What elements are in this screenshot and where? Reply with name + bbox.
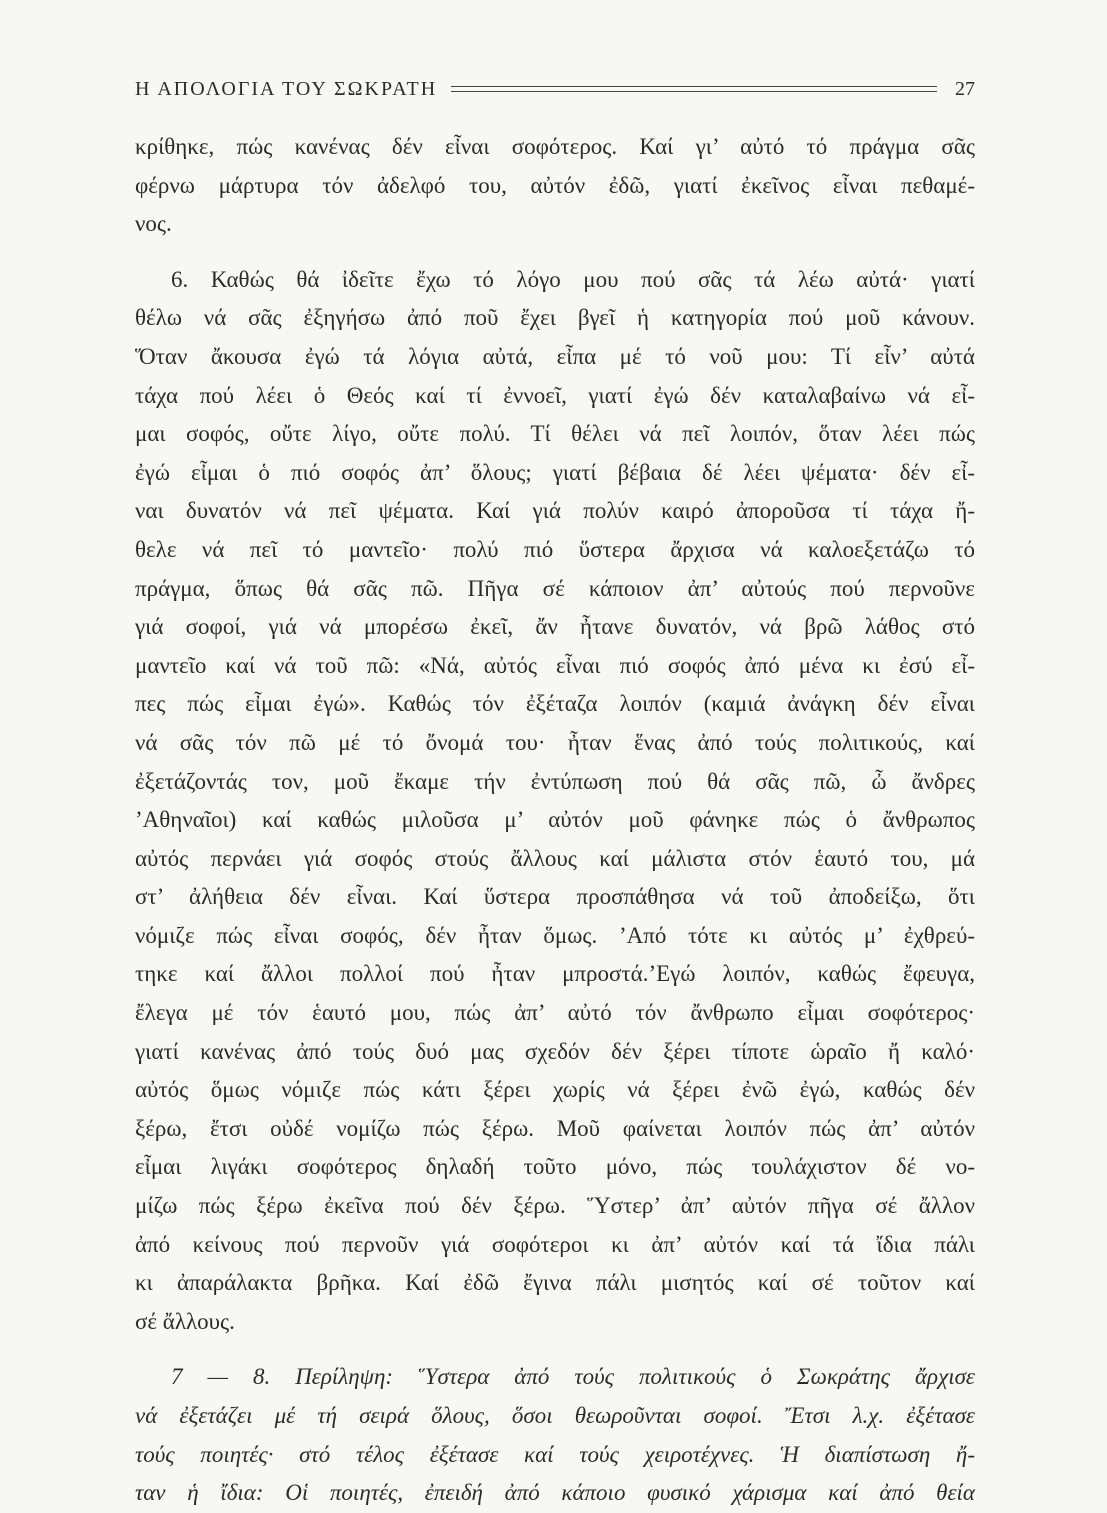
text-line: πράγμα, ὅπως θά σᾶς πῶ. Πῆγα σέ κάποιον ἀπ’ αὐτούς πού περνοῦνε — [135, 575, 975, 601]
text-line: γιά σοφοί, γιά νά μπορέσω ἐκεῖ, ἄν ἦτανε δυνατόν, νά βρῶ λάθος στό — [135, 614, 975, 640]
text-line: θέλω νά σᾶς ἐξηγήσω ἀπό ποῦ ἔχει βγεῖ ἡ κατηγορία πού μοῦ κάνουν. — [135, 305, 975, 331]
text-line: τάχα πού λέει ὁ Θεός καί τί ἐννοεῖ, γιατί ἐγώ δέν καταλαβαίνω νά εἶ- — [135, 382, 975, 408]
text-line: ξέρω, ἔτσι οὐδέ νομίζω πώς ξέρω. Μοῦ φαίνεται λοιπόν πώς ἀπ’ αὐτόν — [135, 1115, 975, 1141]
text-line: στ’ ἀλήθεια δέν εἶναι. Καί ὕστερα προσπάθησα νά τοῦ ἀποδείξω, ὅτι — [135, 884, 975, 910]
text-line: εἶμαι λιγάκι σοφότερος δηλαδή τοῦτο μόνο, πώς τουλάχιστον δέ νο- — [135, 1154, 975, 1180]
text-line: θελε νά πεῖ τό μαντεῖο· πολύ πιό ὕστερα ἄρχισα νά καλοεξετάζω τό — [135, 536, 975, 562]
summary-line: ταν ἡ ἴδια: Οἱ ποιητές, ἐπειδή ἀπό κάποιο φυσικό χάρισμα καί ἀπό θεία — [135, 1480, 975, 1506]
text-line: ἐγώ εἶμαι ὁ πιό σοφός ἀπ’ ὅλους; γιατί βέβαια δέ λέει ψέματα· δέν εἶ- — [135, 459, 975, 485]
summary-line: 7 — 8. Περίληψη: Ὕστερα ἀπό τούς πολιτικούς ὁ Σωκράτης ἄρχισε — [171, 1364, 975, 1390]
page-header — [135, 74, 975, 104]
paragraph-gap — [135, 244, 975, 261]
page-number: 27 — [955, 77, 975, 100]
running-title: Η ΑΠΟΛΟΓΙΑ ΤΟΥ ΣΩΚΡΑΤΗ — [135, 77, 438, 100]
paragraph-2 — [135, 261, 975, 1342]
text-line: νά σᾶς τόν πῶ μέ τό ὄνομά του· ἦταν ἕνας ἀπό τούς πολιτικούς, καί — [135, 729, 975, 755]
text-line: αὐτός ὅμως νόμιζε πώς κάτι ξέρει χωρίς νά ξέρει ἐνῶ ἐγώ, καθώς δέν — [135, 1077, 975, 1103]
text-line: ἐξετάζοντάς τον, μοῦ ἔκαμε τήν ἐντύπωση πού θά σᾶς πῶ, ὦ ἄνδρες — [135, 768, 975, 794]
text-line: ἔλεγα μέ τόν ἑαυτό μου, πώς ἀπ’ αὐτό τόν ἄνθρωπο εἶμαι σοφότερος· — [135, 1000, 975, 1026]
text-line: ναι δυνατόν νά πεῖ ψέματα. Καί γιά πολύν καιρό ἀποροῦσα τί τάχα ἤ- — [135, 498, 975, 524]
text-line: νόμιζε πώς εἶναι σοφός, δέν ἦταν ὅμως. ’Από τότε κι αὐτός μ’ ἐχθρεύ- — [135, 922, 975, 948]
text-line: νος. — [135, 211, 172, 237]
text-line: γιατί κανένας ἀπό τούς δυό μας σχεδόν δέν ξέρει τίποτε ὡραῖο ἤ καλό· — [135, 1038, 975, 1064]
text-line: ’Αθηναῖοι) καί καθώς μιλοῦσα μ’ αὐτόν μοῦ φάνηκε πώς ὁ ἄνθρωπος — [135, 807, 975, 833]
text-line: κρίθηκε, πώς κανένας δέν εἶναι σοφότερος. Καί γι’ αὐτό τό πράγμα σᾶς — [135, 134, 975, 159]
text-line: τηκε καί ἄλλοι πολλοί πού ἦταν μπροστά.’Εγώ λοιπόν, καθώς ἔφευγα, — [135, 961, 975, 987]
text-line: αὐτός περνάει γιά σοφός στούς ἄλλους καί μάλιστα στόν ἑαυτό του, μά — [135, 845, 975, 871]
text-line: μίζω πώς ξέρω ἐκεῖνα πού δέν ξέρω. Ὕστερ’ ἀπ’ αὐτόν πῆγα σέ ἄλλον — [135, 1193, 975, 1219]
summary-line: νά ἐξετάζει μέ τή σειρά ὅλους, ὅσοι θεωροῦνται σοφοί. Ἔτσι λ.χ. ἐξέτασε — [135, 1403, 975, 1428]
main-text — [135, 128, 975, 1513]
text-line: 6. Καθώς θά ἰδεῖτε ἔχω τό λόγο μου πού σᾶς τά λέω αὐτά· γιατί — [171, 266, 975, 292]
paragraph-1 — [135, 128, 975, 244]
text-line: ἀπό κείνους πού περνοῦν γιά σοφότεροι κι ἀπ’ αὐτόν καί τά ἴδια πάλι — [135, 1231, 975, 1257]
text-line: Ὅταν ἄκουσα ἐγώ τά λόγια αὐτά, εἶπα μέ τό νοῦ μου: Τί εἶν’ αὐτά — [135, 343, 975, 369]
text-line: σέ ἄλλους. — [135, 1308, 235, 1334]
header-rule — [451, 86, 937, 92]
text-line: κι ἀπαράλακτα βρῆκα. Καί ἐδῶ ἔγινα πάλι μισητός καί σέ τοῦτον καί — [135, 1270, 975, 1296]
paragraph-gap — [135, 1341, 975, 1358]
summary-line: τούς ποιητές· στό τέλος ἐξέτασε καί τούς χειροτέχνες. Ἡ διαπίστωση ἤ- — [135, 1441, 975, 1467]
text-line: μαντεῖο καί νά τοῦ πῶ: «Νά, αὐτός εἶναι πιό σοφός ἀπό μένα κι ἐσύ εἶ- — [135, 652, 975, 678]
text-line: μαι σοφός, οὔτε λίγο, οὔτε πολύ. Τί θέλει νά πεῖ λοιπόν, ὅταν λέει πώς — [135, 421, 975, 447]
summary-paragraph — [135, 1358, 975, 1512]
text-line: πες πώς εἶμαι ἐγώ». Καθώς τόν ἐξέταζα λοιπόν (καμιά ἀνάγκη δέν εἶναι — [135, 691, 975, 717]
text-line: φέρνω μάρτυρα τόν ἀδελφό του, αὐτόν ἐδῶ, γιατί ἐκεῖνος εἶναι πεθαμέ- — [135, 172, 975, 198]
